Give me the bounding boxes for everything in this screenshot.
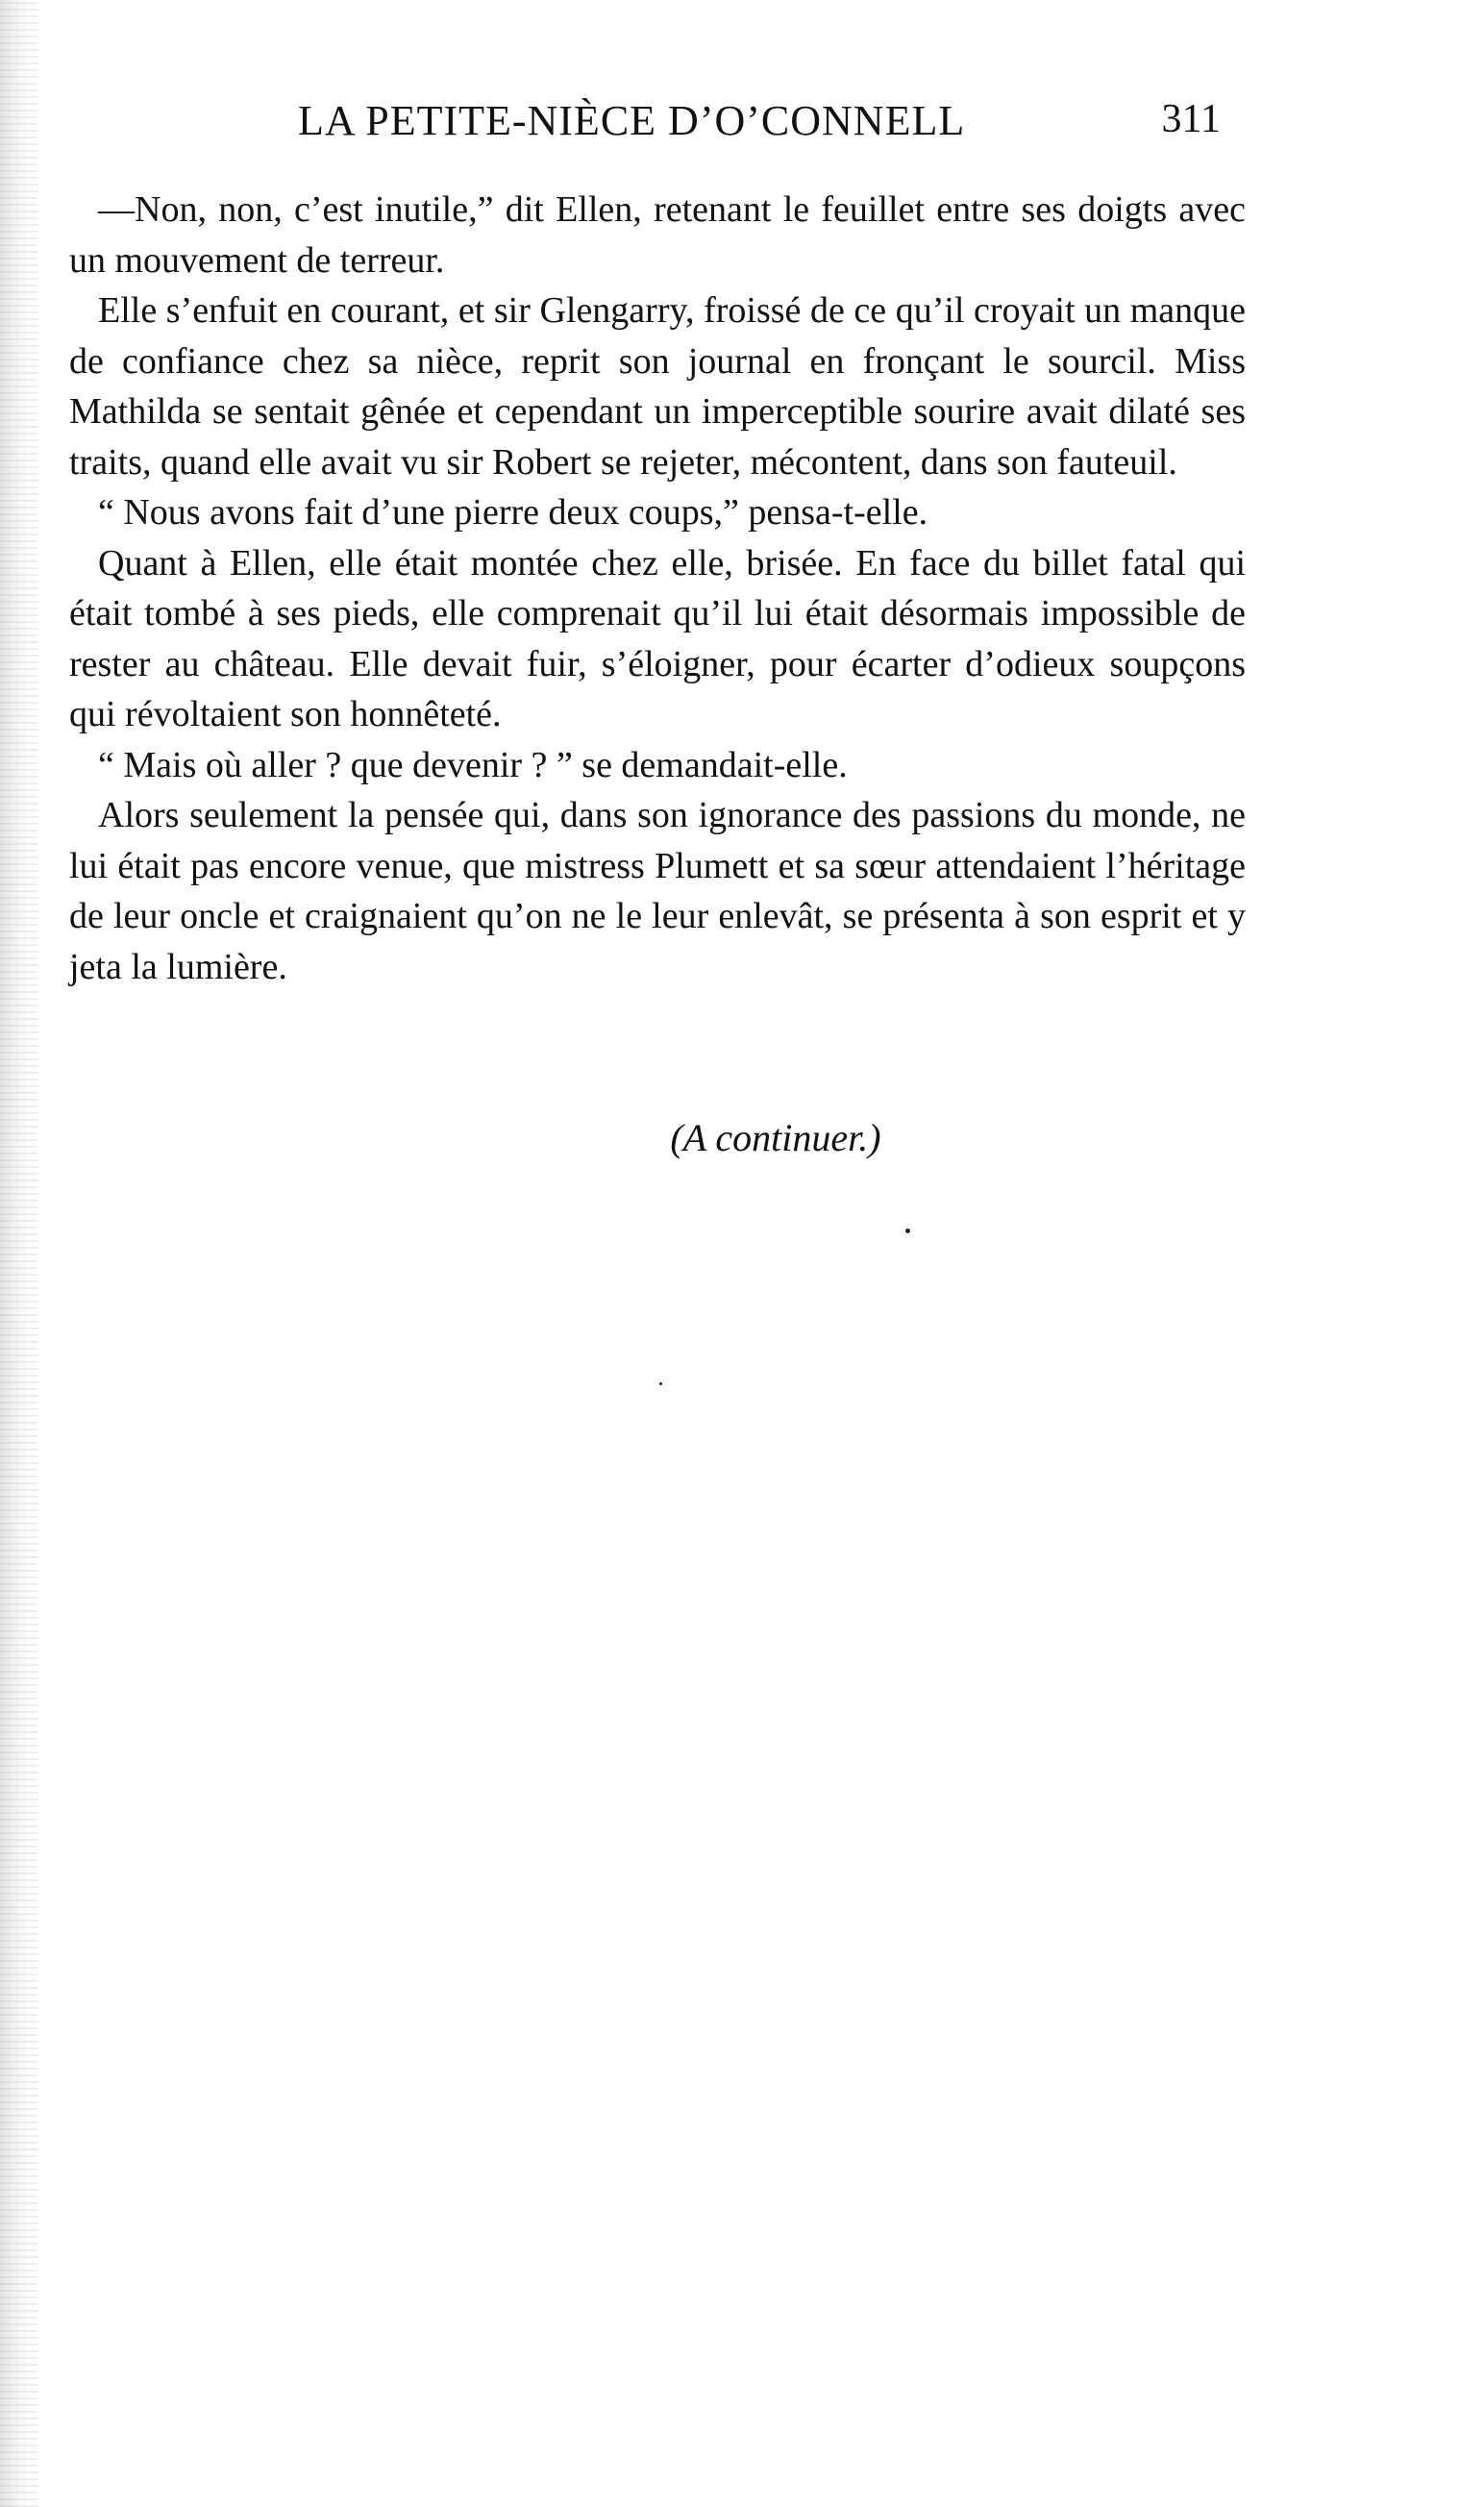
paragraph: “ Mais où aller ? que devenir ? ” se demandait-elle. (98, 744, 848, 785)
continuation-note: (A continuer.) (670, 1116, 881, 1159)
page-number: 311 (1161, 97, 1221, 141)
paragraph: Elle s’enfuit en courant, et sir Glengarry, froissé de ce qu’il croyait un manque de confiance chez sa nièce, reprit son journal en fronçant le sourcil. Miss Mathilda se sentait gênée et cependant un imperceptible sourire avait dilaté ses traits, quand elle avait vu sir Robert se rejeter, mécontent, dans son fauteuil. (69, 290, 1246, 483)
running-head (288, 96, 1230, 154)
paragraph: Quant à Ellen, elle était montée chez elle, brisée. En face du billet fatal qui était tombé à ses pieds, elle comprenait qu’il lui était désormais impossible de rester au château. Elle devait fuir, s’éloigner, pour écarter d’odieux soupçons qui révoltaient son honnêteté. (69, 542, 1246, 734)
body-text (69, 185, 1246, 992)
binding-edge (0, 0, 38, 2507)
ink-speck (659, 1382, 662, 1385)
ink-speck (905, 1229, 910, 1233)
paragraph: —Non, non, c’est inutile,” dit Ellen, retenant le feuillet entre ses doigts avec un mouvement de terreur. (69, 189, 1246, 281)
running-title: LA PETITE-NIÈCE D’O’CONNELL (298, 97, 966, 144)
paragraph: Alors seulement la pensée qui, dans son ignorance des passions du monde, ne lui était pas encore venue, que mistress Plumett et sa sœur attendaient l’héritage de leur oncle et craignaient qu’on ne le leur enlevât, se présenta à son esprit et y jeta la lumière. (69, 795, 1246, 987)
paragraph: “ Nous avons fait d’une pierre deux coups,” pensa-t-elle. (98, 492, 928, 533)
